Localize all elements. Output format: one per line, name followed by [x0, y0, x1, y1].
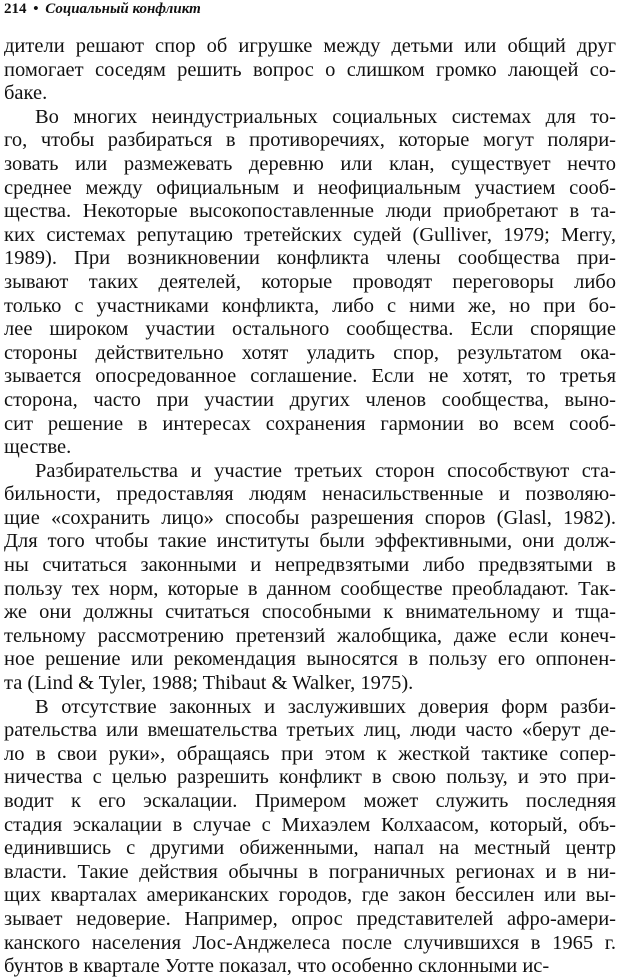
text-line: зывается опосредованное соглашение. Если не хотят, то третья: [4, 365, 616, 388]
text-line: зывают таких деятелей, которые проводят переговоры либо: [4, 270, 616, 293]
text-line: пользу тех норм, которые в данном сообществе преобладают. Так-: [4, 577, 616, 600]
text-line: баке.: [4, 82, 48, 105]
text-line: ких системах репутацию третейских судей (Gulliver, 1979; Merry,: [4, 223, 616, 246]
paragraph: [4, 106, 616, 460]
paragraph: [4, 696, 616, 979]
text-line: стадия эскалации в случае с Михаэлем Колхаасом, который, объ-: [4, 813, 616, 836]
text-line: стороны действительно хотят уладить спор, результатом ока-: [4, 341, 616, 364]
text-line: ществе.: [4, 436, 72, 459]
text-line: власти. Такие действия обычны в пограничных регионах и в ни-: [4, 860, 616, 883]
header-separator: •: [33, 1, 39, 17]
text-line: среднее между официальным и неофициальным участием сооб-: [4, 176, 616, 199]
text-line: только с участниками конфликта, либо с ними же, но при бо-: [4, 294, 616, 317]
text-line: Во многих неиндустриальных социальных системах для то-: [35, 105, 616, 128]
text-line: ное решение или рекомендация выносятся в пользу его оппонен-: [4, 648, 616, 671]
text-line: канского населения Лос-Анджелеса после случившихся в 1965 г.: [4, 931, 616, 954]
text-line: ны считаться законными и непредвзятыми либо предвзятыми в: [4, 554, 616, 577]
text-line: В отсутствие законных и заслуживших доверия форм разби-: [35, 695, 616, 718]
text-line: та (Lind & Tyler, 1988; Thibaut & Walker, 1975).: [4, 672, 414, 695]
text-line: щих кварталах американских городов, где закон бессилен или вы-: [4, 884, 616, 907]
text-line: единившись с другими обиженными, напал на местный центр: [4, 837, 616, 860]
text-line: сит решение в интересах сохранения гармонии во всем сооб-: [4, 412, 616, 435]
page-number: 214: [4, 1, 27, 17]
paragraph: [4, 460, 616, 696]
text-line: рательства или вмешательства третьих лиц, люди часто «берут де-: [4, 719, 616, 742]
body-text: [4, 35, 616, 979]
text-line: щества. Некоторые высокопоставленные люди приобретают в та-: [4, 200, 616, 223]
text-line: ло в свои руки», обращаясь при этом к жесткой тактике сопер-: [4, 742, 616, 765]
text-line: Разбирательства и участие третьих сторон способствуют ста-: [35, 459, 616, 482]
text-line: зовать или размежевать деревню или клан, существует нечто: [4, 152, 616, 175]
text-line: сторона, часто при участии других членов сообщества, выно-: [4, 388, 616, 411]
text-line: лее широком участии остального сообщества. Если спорящие: [4, 318, 616, 341]
text-line: го, чтобы разбираться в противоречиях, которые могут поляри-: [4, 129, 616, 152]
book-title: Социальный конфликт: [45, 1, 201, 17]
text-line: щие «сохранить лицо» способы разрешения споров (Glasl, 1982).: [4, 506, 616, 529]
text-line: же они должны считаться способными к внимательному и тща-: [4, 601, 616, 624]
text-line: водит к его эскалации. Примером может служить последняя: [4, 790, 616, 812]
text-line: бунтов в квартале Уотте показал, что особенно склонными ис-: [4, 955, 550, 978]
paragraph: [4, 35, 616, 106]
text-line: тельному рассмотрению претензий жалобщика, даже если конеч-: [4, 624, 616, 647]
text-line: ничества с целью разрешить конфликт в свою пользу, и это при-: [4, 766, 616, 789]
running-head: [4, 0, 201, 18]
text-line: зывает недоверие. Например, опрос представителей афро-амери-: [4, 907, 616, 930]
text-line: помогает соседям решить вопрос о слишком громко лающей со-: [4, 58, 616, 81]
text-line: бильности, предоставляя людям ненасильственные и позволяю-: [4, 483, 616, 506]
text-line: 1989). При возникновении конфликта члены сообщества при-: [4, 247, 616, 270]
text-line: дители решают спор об игрушке между детьми или общий друг: [4, 35, 616, 57]
text-line: Для того чтобы такие институты были эффективными, они долж-: [4, 530, 616, 553]
